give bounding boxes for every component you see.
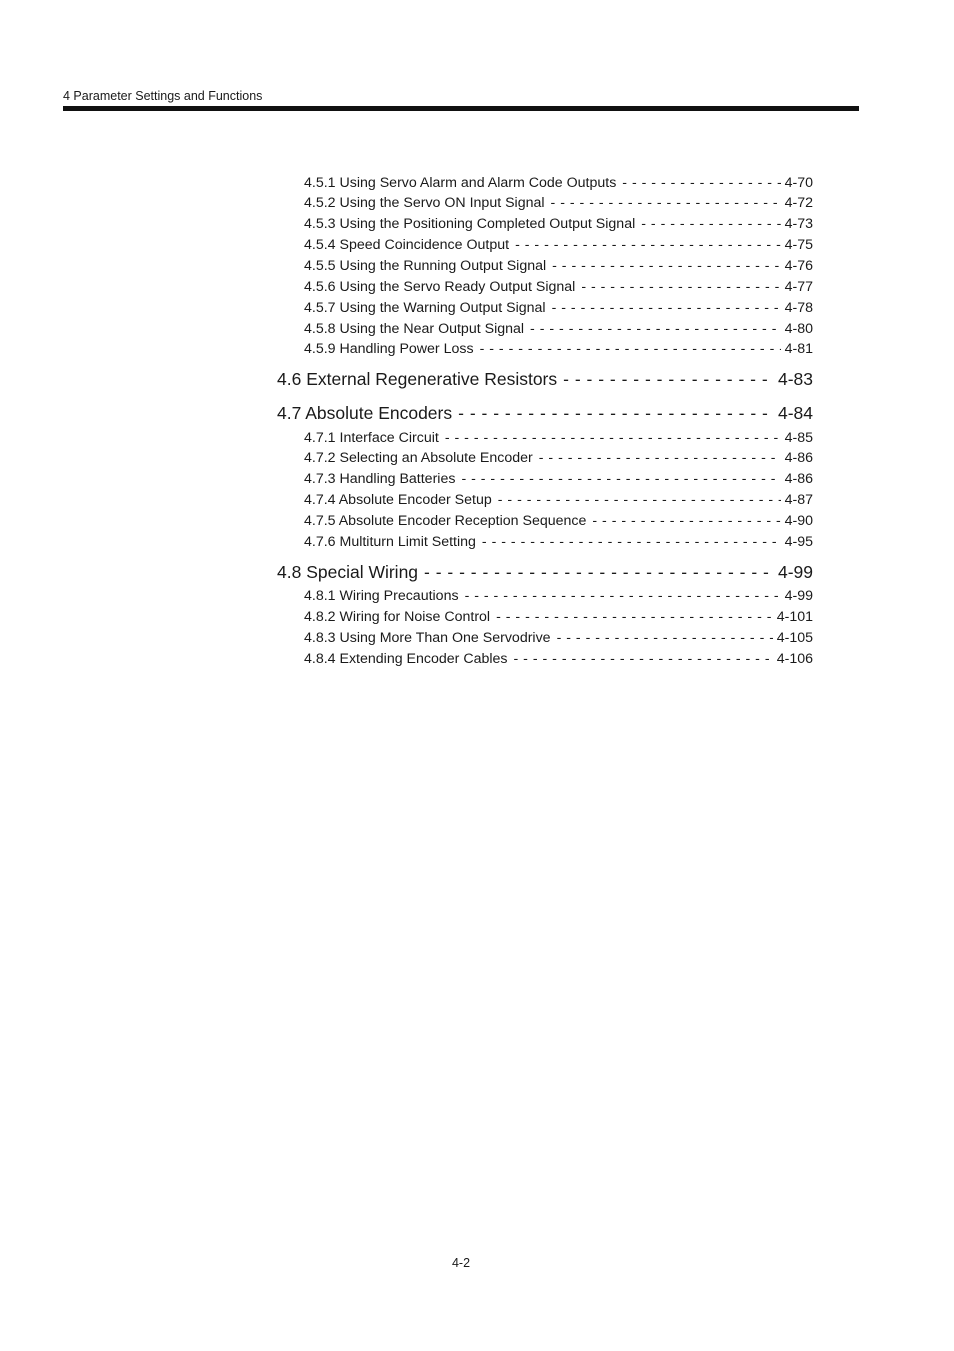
toc-entry[interactable] [304,216,813,236]
dot-leader [551,195,781,211]
dot-leader [480,341,781,357]
toc-entry-page: 4-80 [784,321,813,337]
toc-entry-page: 4-86 [784,471,813,487]
toc-entry[interactable] [304,279,813,299]
toc-entry[interactable] [304,492,813,512]
dot-leader [424,562,774,583]
toc-entry-title: 4.7.2 Selecting an Absolute Encoder [304,450,533,466]
toc-entry-title: 4.5.1 Using Servo Alarm and Alarm Code Outputs [304,175,617,191]
toc-entry-title: 4.5.2 Using the Servo ON Input Signal [304,195,545,211]
toc-entry[interactable] [304,471,813,491]
toc-section[interactable] [277,562,813,586]
toc-section-page: 4-84 [777,403,813,423]
toc-entry-title: 4.7.4 Absolute Encoder Setup [304,492,492,508]
toc-entry-title: 4.5.5 Using the Running Output Signal [304,258,547,274]
toc-entry-page: 4-73 [784,216,813,232]
toc-entry-page: 4-95 [784,534,813,550]
dot-leader [458,403,774,424]
toc-entry[interactable] [304,588,813,608]
dot-leader [445,430,781,446]
dot-leader [498,492,781,508]
toc-entry-page: 4-85 [784,430,813,446]
dot-leader [539,450,781,466]
toc-entry[interactable] [304,450,813,470]
toc-entry-title: 4.7.1 Interface Circuit [304,430,439,446]
toc-entry-page: 4-99 [784,588,813,604]
dot-leader [514,651,773,667]
toc-entry-page: 4-70 [784,175,813,191]
toc-entry-page: 4-86 [784,450,813,466]
dot-leader [461,471,780,487]
dot-leader [641,216,780,232]
toc-entry-page: 4-105 [776,630,813,646]
toc-entry-title: 4.8.1 Wiring Precautions [304,588,459,604]
toc-section-title: 4.6 External Regenerative Resistors [277,369,558,389]
toc-entry-title: 4.8.3 Using More Than One Servodrive [304,630,551,646]
toc-entry-page: 4-75 [784,237,813,253]
toc-entry[interactable] [304,651,813,671]
toc-entry-page: 4-90 [784,513,813,529]
toc-section[interactable] [277,369,813,393]
toc-entry[interactable] [304,195,813,215]
dot-leader [592,513,780,529]
toc-entry-title: 4.8.2 Wiring for Noise Control [304,609,491,625]
toc-entry-title: 4.7.6 Multiturn Limit Setting [304,534,476,550]
toc-entry[interactable] [304,534,813,554]
toc-entry-page: 4-78 [784,300,813,316]
toc-entry-title: 4.5.6 Using the Servo Ready Output Signal [304,279,576,295]
toc-entry[interactable] [304,513,813,533]
dot-leader [515,237,781,253]
dot-leader [530,321,781,337]
dot-leader [563,369,774,390]
toc-section-title: 4.8 Special Wiring [277,562,419,582]
dot-leader [552,300,781,316]
toc-entry[interactable] [304,321,813,341]
toc-section-title: 4.7 Absolute Encoders [277,403,453,423]
header-rule [63,106,859,111]
toc-entry[interactable] [304,341,813,361]
toc-entry[interactable] [304,300,813,320]
toc-entry-page: 4-106 [776,651,813,667]
toc-entry-title: 4.5.7 Using the Warning Output Signal [304,300,546,316]
toc-entry[interactable] [304,258,813,278]
toc-entry[interactable] [304,175,813,195]
toc-entry[interactable] [304,237,813,257]
toc-entry-page: 4-101 [776,609,813,625]
toc-entry-title: 4.7.3 Handling Batteries [304,471,456,487]
toc-entry-page: 4-77 [784,279,813,295]
toc-entry-page: 4-72 [784,195,813,211]
page-footer [0,1256,954,1270]
toc-entry[interactable] [304,430,813,450]
toc-entry[interactable] [304,630,813,650]
toc-entry[interactable] [304,609,813,629]
toc-section-page: 4-83 [777,369,813,389]
toc-entry-title: 4.7.5 Absolute Encoder Reception Sequence [304,513,587,529]
dot-leader [581,279,780,295]
toc-entry-page: 4-87 [784,492,813,508]
toc-entry-title: 4.5.4 Speed Coincidence Output [304,237,510,253]
dot-leader [622,175,780,191]
page-number: 4-2 [451,1256,471,1270]
toc-entry-title: 4.5.8 Using the Near Output Signal [304,321,525,337]
toc-section-page: 4-99 [777,562,813,582]
dot-leader [482,534,781,550]
dot-leader [465,588,781,604]
toc-entry-title: 4.8.4 Extending Encoder Cables [304,651,508,667]
running-header: 4 Parameter Settings and Functions [63,89,263,103]
toc-entry-title: 4.5.3 Using the Positioning Completed Output Signal [304,216,636,232]
dot-leader [552,258,780,274]
toc-entry-page: 4-76 [784,258,813,274]
toc-entry-title: 4.5.9 Handling Power Loss [304,341,474,357]
dot-leader [496,609,773,625]
toc-section[interactable] [277,403,813,427]
dot-leader [557,630,773,646]
toc-entry-page: 4-81 [784,341,813,357]
